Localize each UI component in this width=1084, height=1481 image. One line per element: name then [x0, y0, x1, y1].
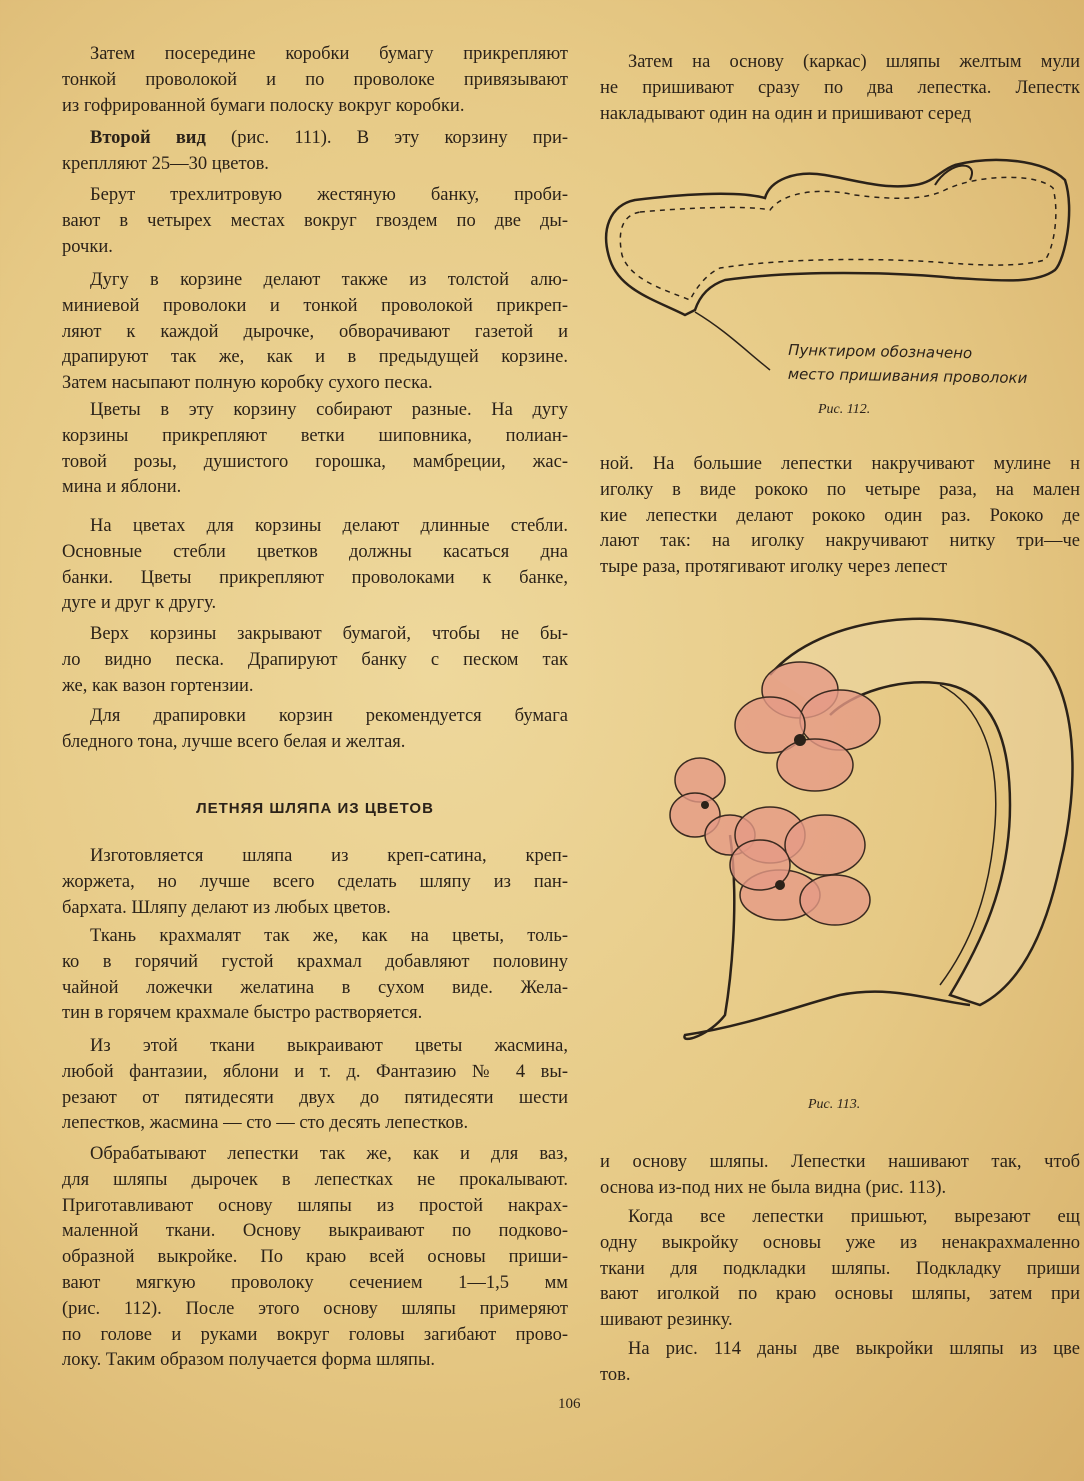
text-line: драпируют так же, как и в предыдущей корзине.: [62, 347, 568, 368]
text-line: чайной ложечки желатина в сухом виде. Жела-: [62, 977, 568, 998]
text-line: иголку в виде рококо по четыре раза, на мален: [600, 479, 1080, 500]
text-line: Затем насыпают полную коробку сухого песка.: [62, 373, 433, 394]
text-fragment: (рис. 111). В эту корзину при-: [205, 128, 568, 148]
text-line: Приготавливают основу шляпы из простой накрах-: [62, 1195, 568, 1216]
text-line: из гофрированной бумаги полоску вокруг коробки.: [62, 95, 465, 116]
text-line: вают в четырех местах вокруг гвоздем по две ды-: [62, 210, 568, 231]
text-line: резают от пятидесяти двух до пятидесяти шести: [62, 1087, 568, 1108]
text-line: маленной ткани. Основу выкраивают по подково-: [62, 1221, 568, 1242]
text-line: ко в горячий густой крахмал добавляют половину: [62, 951, 568, 972]
text-line: креплляют 25—30 цветов.: [62, 153, 269, 174]
lead-term: Второй вид: [90, 128, 206, 148]
text-line: основа из-под них не была видна (рис. 113).: [600, 1177, 947, 1198]
text-line: банки. Цветы прикрепляют проволоками к банке,: [62, 567, 568, 588]
paragraph: [62, 514, 568, 617]
text-line: ло видно песка. Драпируют банку с песком так: [62, 649, 568, 670]
text-line: накладывают один на один и пришивают серед: [600, 103, 972, 124]
text-line: На цветах для корзины делают длинные стебли.: [90, 516, 568, 536]
text-line: дуге и друг к другу.: [62, 593, 217, 614]
text-line: ткани для подкладки шляпы. Подкладку приши: [600, 1258, 1080, 1279]
paragraph: [62, 268, 568, 397]
paragraph: [62, 1034, 568, 1137]
text-line: вают мягкую проволоку сечением 1—1,5 мм: [62, 1272, 568, 1293]
figure-113-flower-hat: [650, 605, 1084, 1095]
text-line: и основу шляпы. Лепестки нашивают так, чтоб: [600, 1152, 1080, 1172]
text-line: кие лепестки делают рококо один раз. Рококо де: [600, 505, 1080, 526]
text-line: бархата. Шляпу делают из любых цветов.: [62, 897, 391, 918]
text-line: тов.: [600, 1364, 631, 1385]
text-line: образной выкройке. По краю всей основы приши-: [62, 1247, 568, 1268]
text-line: лепестков, жасмина — сто — сто десять лепестков.: [62, 1113, 469, 1134]
text-line: лают так: на иголку накручивают нитку три—че: [600, 531, 1080, 552]
paragraph: [62, 183, 568, 260]
paragraph: [62, 924, 568, 1027]
text-line: Для драпировки корзин рекомендуется бумага: [90, 706, 568, 726]
text-line: Затем на основу (каркас) шляпы желтым мули: [628, 52, 1080, 72]
text-line: шивают резинку.: [600, 1310, 733, 1331]
text-line: по голове и руками вокруг головы загибают прово-: [62, 1324, 568, 1345]
text-line: Ткань крахмалят так же, как на цветы, толь-: [90, 926, 568, 946]
text-line: Основные стебли цветков должны касаться дна: [62, 541, 568, 562]
text-line: Когда все лепестки пришьют, вырезают ещ: [628, 1207, 1080, 1227]
text-line: ной. На большие лепестки накручивают мулине н: [600, 454, 1080, 474]
text-line: (рис. 112). После этого основу шляпы примеряют: [62, 1298, 568, 1319]
paragraph: [600, 1150, 1080, 1202]
paragraph: [62, 844, 568, 921]
text-line: для шляпы дырочек в лепестках не прокалывают.: [62, 1169, 568, 1190]
text-line: Дугу в корзине делают также из толстой алю-: [90, 270, 568, 290]
note-line: Пунктиром обозначено: [788, 340, 973, 363]
paragraph: [600, 1205, 1080, 1334]
text-line: локу. Таким образом получается форма шляпы.: [62, 1350, 436, 1371]
text-line: мина и яблони.: [62, 477, 182, 498]
paragraph: [62, 398, 568, 501]
text-line: тонкой проволокой и по проволоке привязывают: [62, 69, 568, 90]
text-line: любой фантазии, яблони и т. д. Фантазию № 4 вы-: [62, 1061, 568, 1082]
text-line: Верх корзины закрывают бумагой, чтобы не бы-: [90, 624, 568, 644]
text-line: жоржета, но лучше всего сделать шляпу из пан-: [62, 871, 568, 892]
text-line: вают иголкой по краю основы шляпы, затем при: [600, 1284, 1080, 1305]
text-line: бледного тона, лучше всего белая и желтая.: [62, 731, 406, 752]
text-line: На рис. 114 даны две выкройки шляпы из цве: [628, 1339, 1080, 1359]
paragraph: [62, 42, 568, 119]
text-line: одну выкройку основы уже из ненакрахмаленно: [600, 1232, 1080, 1253]
text-line: миниевой проволоки и тонкой проволокой прикреп-: [62, 295, 568, 316]
text-line: тыре раза, протягивают иголку через лепест: [600, 557, 948, 578]
figure-112-note: [788, 338, 1028, 390]
text-line: Цветы в эту корзину собирают разные. На дугу: [90, 400, 568, 420]
text-line: Изготовляется шляпа из креп-сатина, креп-: [90, 846, 568, 866]
text-line: [62, 126, 568, 152]
figure-112-caption: Рис. 112.: [818, 402, 871, 417]
paragraph: [62, 704, 568, 756]
text-line: рочки.: [62, 236, 113, 257]
figure-113-caption: Рис. 113.: [808, 1097, 861, 1112]
flower-cluster: [670, 662, 880, 925]
text-line: товой розы, душистого горошка, мамбреции, жас-: [62, 451, 568, 472]
text-line: Затем посередине коробки бумагу прикрепляют: [90, 44, 568, 64]
text-line: Из этой ткани выкраивают цветы жасмина,: [90, 1036, 568, 1056]
text-line: же, как вазон гортензии.: [62, 675, 254, 696]
text-line: корзины прикрепляют ветки шиповника, полиан-: [62, 425, 568, 446]
paragraph: [62, 126, 568, 178]
paragraph: [600, 452, 1080, 581]
paragraph: [62, 1142, 568, 1374]
page-number: 106: [558, 1396, 581, 1412]
section-heading: ЛЕТНЯЯ ШЛЯПА ИЗ ЦВЕТОВ: [196, 800, 434, 817]
text-line: не пришивают сразу по два лепестка. Лепестк: [600, 77, 1080, 98]
note-line: место пришивания проволоки: [787, 364, 1028, 388]
text-line: Берут трехлитровую жестяную банку, проби-: [90, 185, 568, 205]
text-line: тин в горячем крахмале быстро растворяется.: [62, 1003, 423, 1024]
paragraph: [600, 50, 1080, 127]
paragraph: [62, 622, 568, 699]
paragraph: [600, 1337, 1080, 1389]
text-line: ляют к каждой дырочке, обворачивают газетой и: [62, 321, 568, 342]
text-line: Обрабатывают лепестки так же, как и для ваз,: [90, 1144, 568, 1164]
